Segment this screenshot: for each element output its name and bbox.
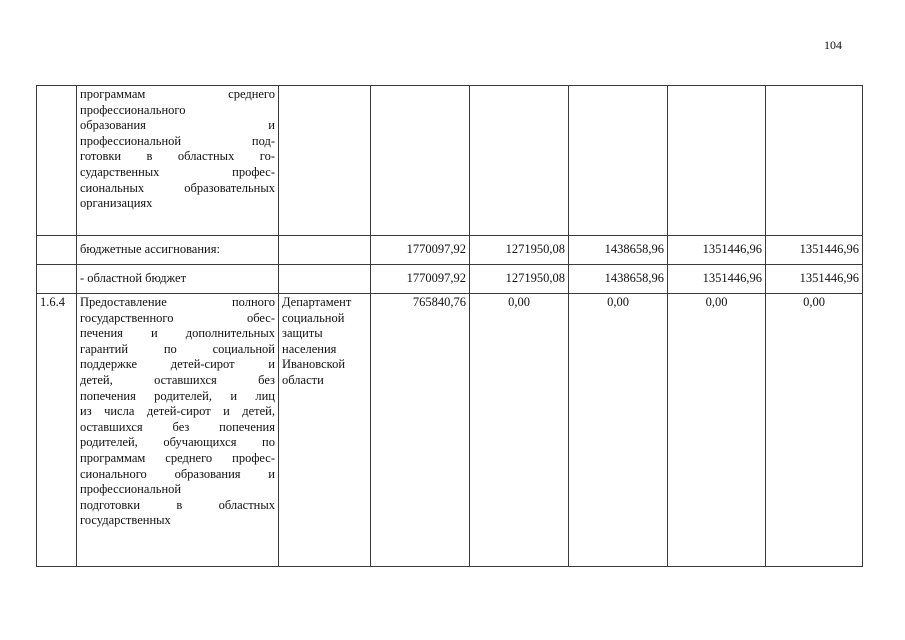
table-row [37,294,863,567]
description-line: профессионального [80,102,186,117]
description-cell [77,86,279,236]
description-line: попечения родителей, и лиц [80,388,275,403]
executor-line: защиты [282,326,323,341]
value-cell-year-4: 1351446,96 [668,236,766,265]
value-cell-year-5: 1351446,96 [766,236,863,265]
table-row [37,265,863,294]
description-line: Предоставление полного [80,295,275,309]
value-cell-year-1 [371,86,470,236]
row-index-cell [37,236,77,265]
description-line: гарантий по социальной [80,341,275,356]
description-line: подготовки в областных [80,497,275,512]
description-line: печения и дополнительных [80,326,275,341]
description-line: программам среднего [80,87,275,101]
description-line: программам среднего профес- [80,450,275,465]
description-line: бюджетные ассигнования: [80,242,220,256]
value-cell-year-2: 1271950,08 [470,236,569,265]
value-cell-year-5 [766,86,863,236]
executor-cell [279,265,371,294]
value-cell-year-3: 0,00 [569,294,668,567]
executor-line: области [282,372,324,387]
description-line: из числа детей-сирот и детей, [80,404,275,419]
executor-cell [279,294,371,567]
executor-line: населения [282,341,337,356]
description-line: организациях [80,196,153,211]
value-cell-year-4: 0,00 [668,294,766,567]
value-cell-year-1: 765840,76 [371,294,470,567]
row-index-cell [37,265,77,294]
description-line: оставшихся без попечения [80,419,275,434]
value-cell-year-1: 1770097,92 [371,236,470,265]
table-row [37,86,863,236]
value-cell-year-2: 1271950,08 [470,265,569,294]
row-index-cell [37,86,77,236]
page-number: 104 [824,38,842,52]
row-index-cell: 1.6.4 [37,294,77,567]
description-line: родителей, обучающихся по [80,435,275,450]
executor-cell [279,86,371,236]
value-cell-year-4 [668,86,766,236]
description-line: образования и [80,118,275,133]
description-line: сударственных профес- [80,164,275,179]
description-line: сиональных образовательных [80,180,275,195]
value-cell-year-2 [470,86,569,236]
table-row [37,236,863,265]
description-cell [77,294,279,567]
value-cell-year-4: 1351446,96 [668,265,766,294]
executor-cell [279,236,371,265]
description-line: детей, оставшихся без [80,372,275,387]
value-cell-year-3: 1438658,96 [569,265,668,294]
budget-table [36,85,863,567]
description-cell [77,236,279,265]
description-line: сионального образования и [80,466,275,481]
value-cell-year-5: 1351446,96 [766,265,863,294]
description-line: готовки в областных го- [80,149,275,164]
executor-line: Департамент [282,295,352,309]
description-cell [77,265,279,294]
value-cell-year-1: 1770097,92 [371,265,470,294]
value-cell-year-3 [569,86,668,236]
description-line: государственного обес- [80,310,275,325]
description-line: государственных [80,513,171,528]
description-line: профессиональной под- [80,133,275,148]
executor-line: Ивановской [282,357,346,372]
description-line: - областной бюджет [80,271,187,285]
value-cell-year-5: 0,00 [766,294,863,567]
value-cell-year-3: 1438658,96 [569,236,668,265]
table-body [37,86,863,567]
description-line: поддержке детей-сирот и [80,357,275,372]
value-cell-year-2: 0,00 [470,294,569,567]
description-line: профессиональной [80,482,182,497]
executor-line: социальной [282,310,345,325]
